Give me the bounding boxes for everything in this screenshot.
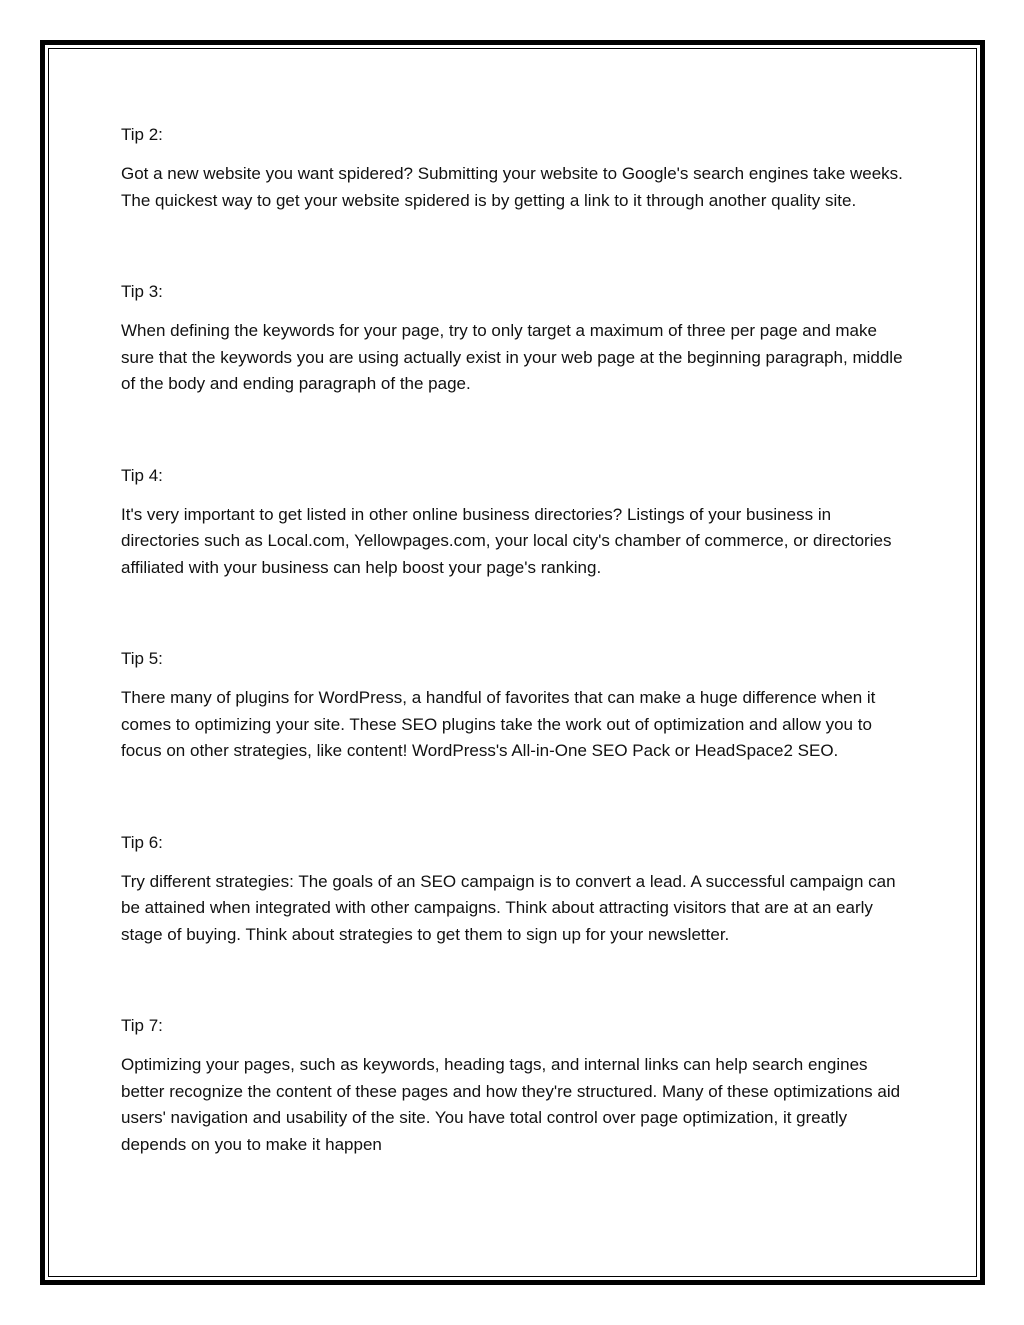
- tip-2: [121, 122, 911, 214]
- tip-heading: Tip 6:: [121, 832, 163, 852]
- tip-7: [121, 1013, 911, 1158]
- document-content: [121, 122, 911, 1158]
- tip-5: [121, 646, 911, 765]
- tip-body: Try different strategies: The goals of an SEO campaign is to convert a lead. A successful campaign can be attained when integrated with other campaigns. Think about attracting visitors that are at an early stage of buying. Think about strategies to get them to sign up for your newsletter.: [121, 871, 896, 944]
- tip-heading: Tip 2:: [121, 125, 163, 144]
- tip-4: [121, 463, 911, 582]
- tip-6: [121, 830, 911, 949]
- tip-heading: Tip 3:: [121, 282, 163, 301]
- tip-heading: Tip 5:: [121, 649, 163, 668]
- tip-body: Optimizing your pages, such as keywords, heading tags, and internal links can help search engines better recognize the content of these pages and how they're structured. Many of these optimizations aid users' navigation and usability of the site. You have total control over page optimization, it greatly depends on you to make it happen: [121, 1055, 901, 1154]
- tip-heading: Tip 7:: [121, 1016, 163, 1035]
- tip-body: It's very important to get listed in other online business directories? Listings of your business in directories such as Local.com, Yellowpages.com, your local city's chamber of commerce, or directories affiliated with your business can help boost your page's ranking.: [121, 504, 892, 577]
- tip-3: [121, 279, 911, 398]
- tip-body: Got a new website you want spidered? Submitting your website to Google's search engines take weeks. The quickest way to get your website spidered is by getting a link to it through another quality site.: [121, 164, 903, 210]
- tip-heading: Tip 4:: [121, 465, 163, 485]
- tip-body: There many of plugins for WordPress, a handful of favorites that can make a huge difference when it comes to optimizing your site. These SEO plugins take the work out of optimization and allow you to focus on other strategies, like content! WordPress's All-in-One SEO Pack or HeadSpace2 SEO.: [121, 688, 876, 760]
- tip-body: When defining the keywords for your page, try to only target a maximum of three per page and make sure that the keywords you are using actually exist in your web page at the beginning paragraph, middle of the body and ending paragraph of the page.: [121, 321, 903, 393]
